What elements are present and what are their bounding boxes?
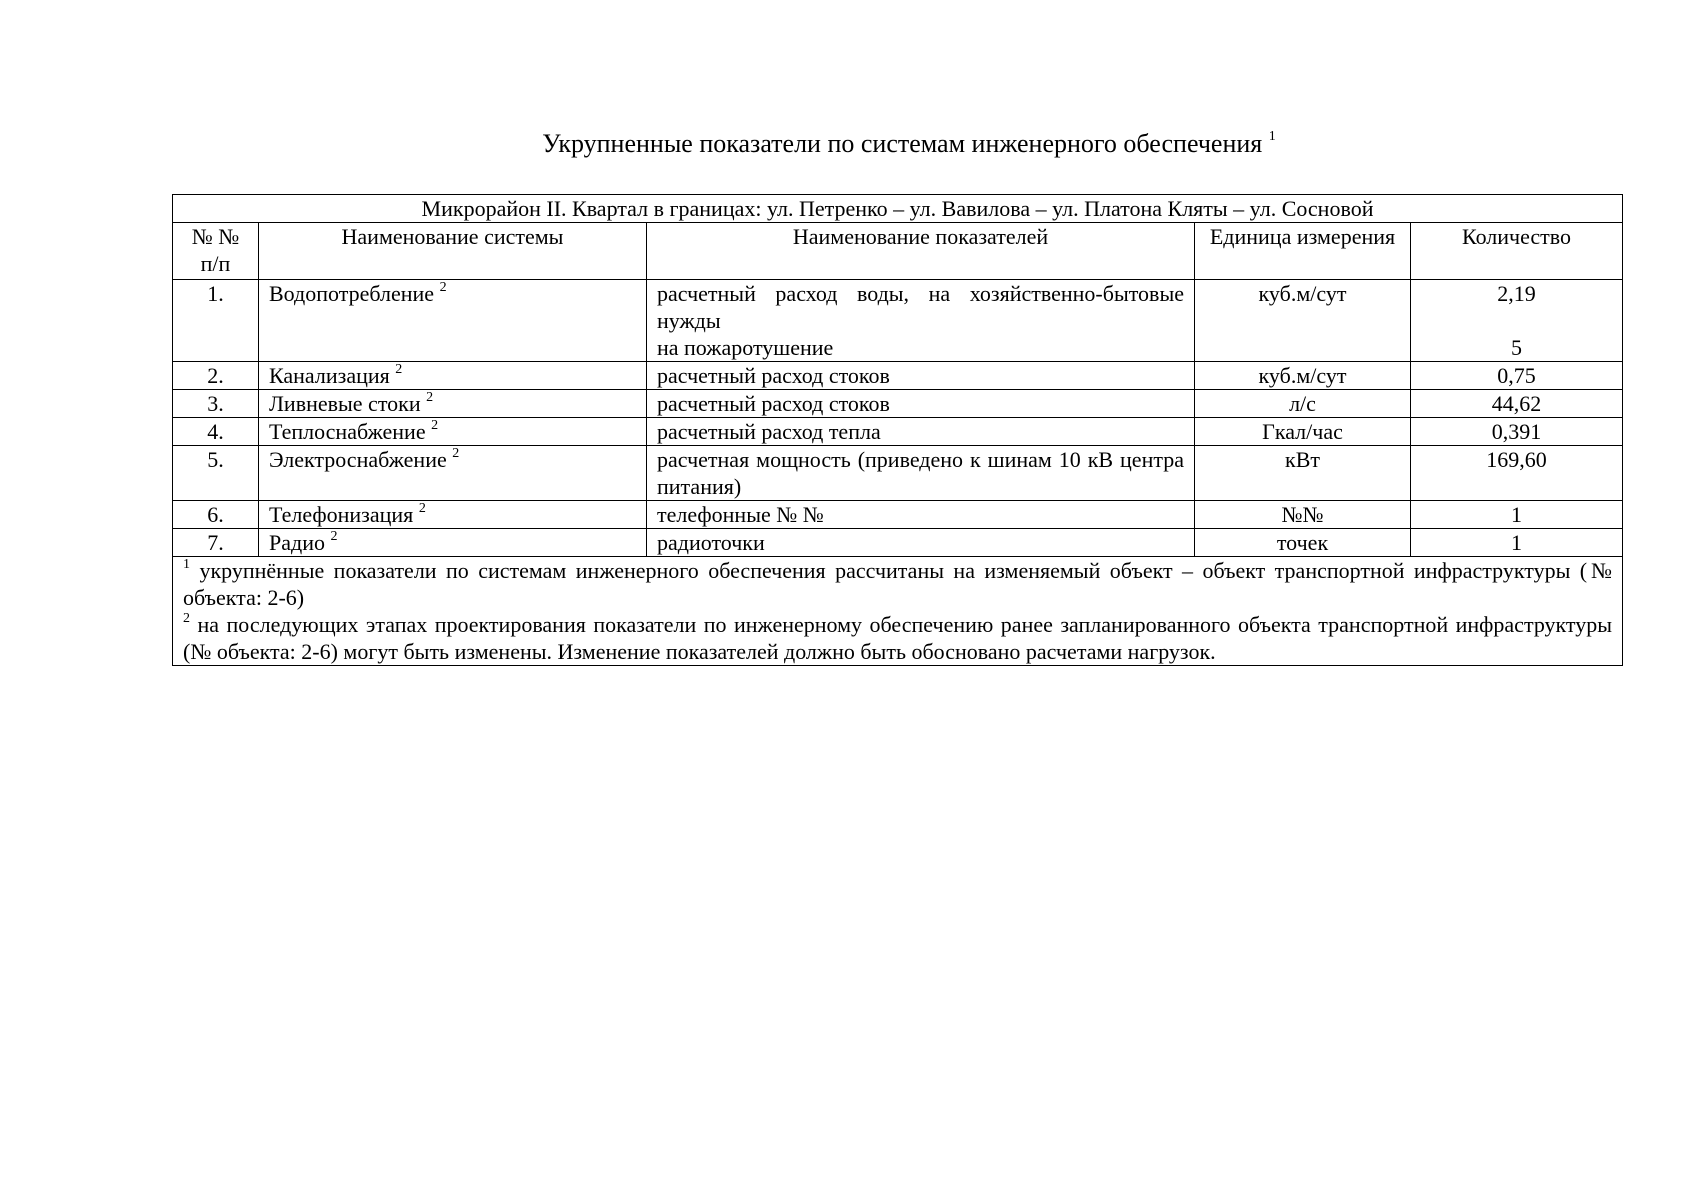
footnote-mark: 2 [452,445,460,461]
footnote-mark: 2 [395,361,403,377]
row-indicator: расчетный расход стоков [647,390,1195,418]
footnote-mark: 1 [183,556,190,572]
row-indicator: телефонные № № [647,501,1195,529]
footnote-text: укрупнённые показатели по системам инженерного обеспечения рассчитаны на изменяемый объект – объект транспортной инфраструктуры (№ объекта: 2-6) [183,558,1613,610]
row-system [259,280,647,362]
footnotes-row [173,557,1623,666]
row-system [259,390,647,418]
footnote-mark: 2 [439,279,447,295]
header-quantity: Количество [1411,223,1623,280]
header-indicator: Наименование показателей [647,223,1195,280]
indicator-line: на пожаротушение [657,335,834,360]
table-caption-row [173,195,1623,223]
footnote [183,557,1612,611]
row-quantity: 0,391 [1411,418,1623,446]
footnote-text: на последующих этапах проектирования показатели по инженерному обеспечению ранее запланированного объекта транспортной инфраструктуры (№ объекта: 2-6) могут быть изменены. Изменение показателей должно быть обосновано расчетами нагрузок. [183,612,1613,664]
table-header-row [173,223,1623,280]
footnotes [173,557,1623,666]
row-indicator [647,280,1195,362]
footnote [183,611,1612,665]
row-system-label: Водопотребление [269,281,435,306]
row-num: 3. [173,390,259,418]
footnote-mark: 2 [330,528,338,544]
row-unit: точек [1195,529,1411,557]
row-indicator: расчетный расход тепла [647,418,1195,446]
row-num: 2. [173,362,259,390]
row-indicator: расчетный расход стоков [647,362,1195,390]
quantity-value: 2,19 [1497,281,1536,306]
footnote-mark: 2 [426,389,434,405]
footnote-mark: 2 [418,500,426,516]
row-unit: №№ [1195,501,1411,529]
row-system-label: Электроснабжение [269,447,447,472]
quantity-value: 5 [1511,335,1523,360]
row-quantity: 0,75 [1411,362,1623,390]
title-footnote-mark: 1 [1268,129,1276,145]
header-num: № № п/п [173,223,259,280]
row-unit: кВт [1195,446,1411,501]
indicators-table [172,194,1623,666]
row-system [259,446,647,501]
header-system: Наименование системы [259,223,647,280]
table-caption: Микрорайон II. Квартал в границах: ул. Петренко – ул. Вавилова – ул. Платона Кляты – ул. Сосновой [173,195,1623,223]
header-unit: Единица измерения [1195,223,1411,280]
row-quantity: 1 [1411,501,1623,529]
row-quantity: 1 [1411,529,1623,557]
row-quantity [1411,280,1623,362]
table-row [173,390,1623,418]
row-num: 1. [173,280,259,362]
row-unit: куб.м/сут [1195,362,1411,390]
table-row [173,446,1623,501]
row-unit: Гкал/час [1195,418,1411,446]
row-num: 6. [173,501,259,529]
indicator-line: расчетный расход воды, на хозяйственно-бытовые нужды [657,281,1184,333]
table-row [173,280,1623,362]
table-row [173,529,1623,557]
row-system [259,418,647,446]
row-indicator: радиоточки [647,529,1195,557]
footnote-mark: 2 [183,610,190,626]
table-row [173,362,1623,390]
page-title-text: Укрупненные показатели по системам инженерного обеспечения [542,129,1263,158]
row-indicator: расчетная мощность (приведено к шинам 10 кВ центра питания) [647,446,1195,501]
row-quantity: 44,62 [1411,390,1623,418]
row-quantity: 169,60 [1411,446,1623,501]
table-row [173,501,1623,529]
row-system-label: Радио [269,530,325,555]
row-num: 4. [173,418,259,446]
row-system-label: Канализация [269,363,390,388]
row-num: 5. [173,446,259,501]
row-system [259,529,647,557]
row-system [259,362,647,390]
row-system [259,501,647,529]
row-system-label: Ливневые стоки [269,391,421,416]
row-num: 7. [173,529,259,557]
footnote-mark: 2 [431,417,439,433]
page-title [0,128,1698,160]
row-system-label: Телефонизация [269,502,414,527]
row-unit: л/с [1195,390,1411,418]
row-system-label: Теплоснабжение [269,419,426,444]
table-row [173,418,1623,446]
row-unit: куб.м/сут [1195,280,1411,362]
